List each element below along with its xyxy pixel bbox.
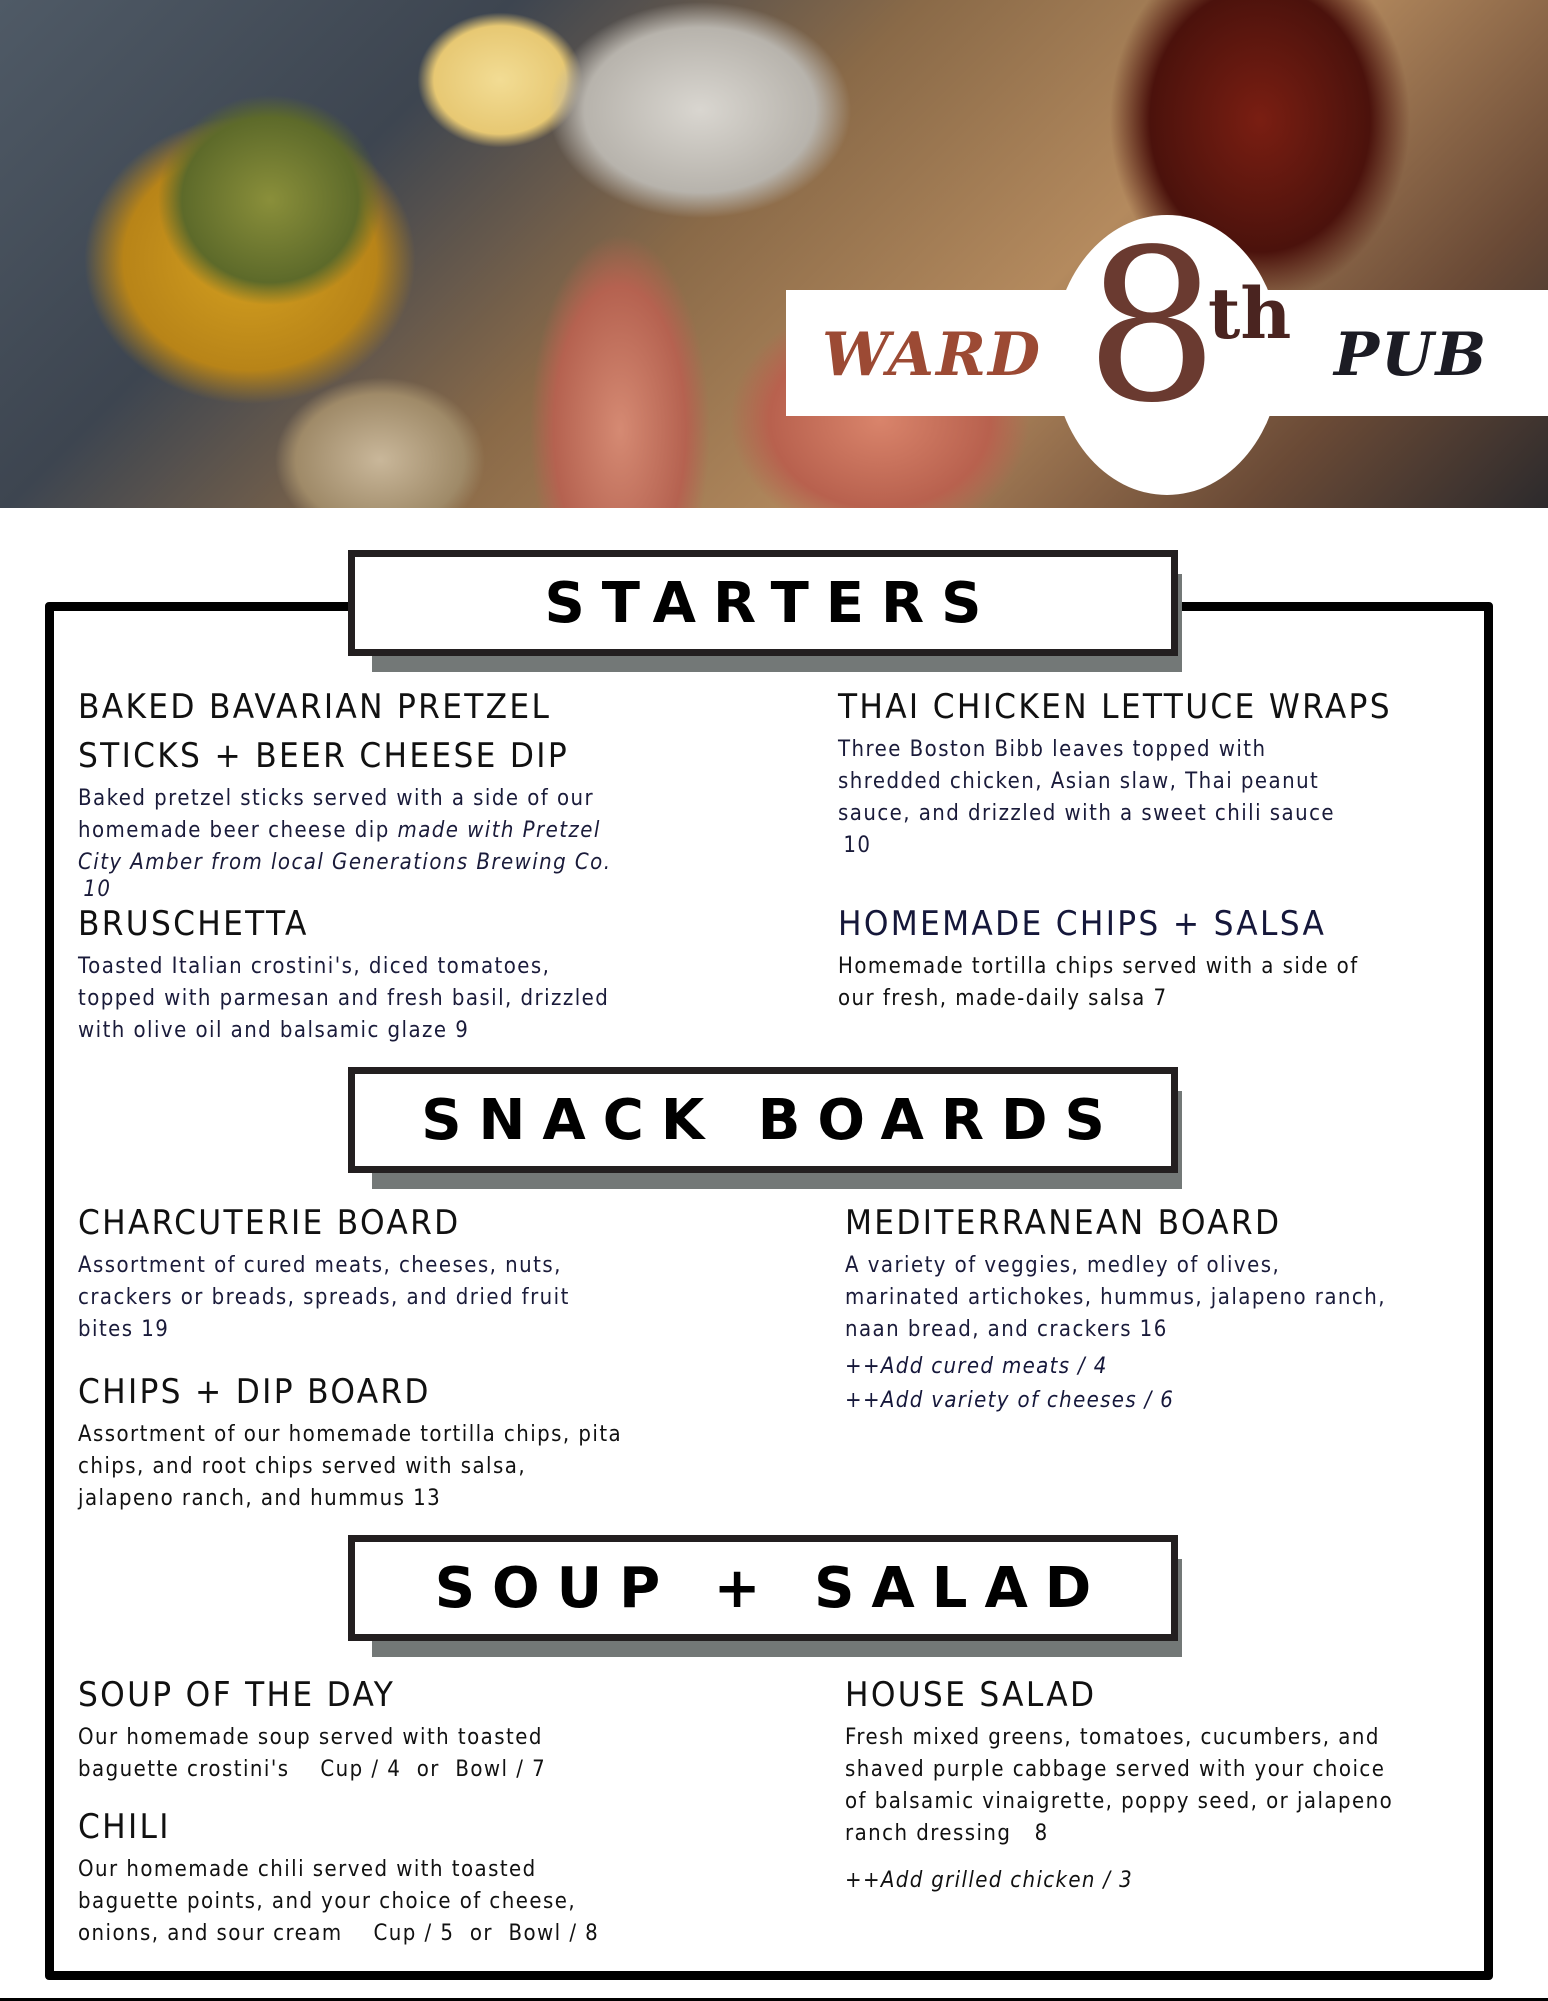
item-description <box>78 1250 708 1346</box>
desc-line: A variety of veggies, medley of olives, <box>845 1253 1281 1278</box>
menu-item-chili <box>78 1803 718 1950</box>
menu-item-soup-of-the-day <box>78 1671 718 1786</box>
desc-line: ranch dressing 8 <box>845 1821 1049 1846</box>
desc-line <box>78 815 708 847</box>
hero-food-photo <box>0 0 1548 508</box>
hero-banner <box>0 0 1548 508</box>
desc-line: naan bread, and crackers 16 <box>845 1317 1168 1342</box>
logo-word-ward: WARD <box>822 320 1042 390</box>
logo-suffix-th: th <box>1208 272 1292 355</box>
desc-line: with olive oil and balsamic glaze 9 <box>78 1018 470 1043</box>
desc-line: baguette points, and your choice of cheese, <box>78 1889 577 1914</box>
desc-line: shredded chicken, Asian slaw, Thai peanut <box>838 769 1320 794</box>
item-name: STICKS + BEER CHEESE DIP <box>78 736 569 776</box>
desc-line: bites 19 <box>78 1317 170 1342</box>
item-name: SOUP OF THE DAY <box>78 1675 396 1715</box>
desc-line: Our homemade soup served with toasted <box>78 1725 543 1750</box>
desc-line: of balsamic vinaigrette, poppy seed, or jalapeno <box>845 1789 1394 1814</box>
item-name: MEDITERRANEAN BOARD <box>845 1203 1282 1243</box>
menu-item-chips-dip-board <box>78 1368 718 1515</box>
item-name: BRUSCHETTA <box>78 904 309 944</box>
desc-line-italic: City Amber from local Generations Brewing Co. <box>78 850 612 875</box>
desc-line: jalapeno ranch, and hummus 13 <box>78 1486 442 1511</box>
desc-line: Three Boston Bibb leaves topped with <box>838 737 1267 762</box>
desc-line: onions, and sour cream Cup / 5 or Bowl / 8 <box>78 1921 600 1946</box>
item-addon: ++Add cured meats / 4 <box>845 1354 1108 1379</box>
desc-line: Homemade tortilla chips served with a side of <box>838 954 1359 979</box>
item-description <box>845 1250 1475 1346</box>
item-description <box>78 1854 708 1950</box>
logo-numeral-eight: 8 <box>1085 204 1219 449</box>
menu-item-thai-chicken-wraps <box>838 683 1478 862</box>
header-box <box>348 1067 1178 1173</box>
item-description <box>78 783 708 901</box>
section-title: SOUP + SALAD <box>434 1555 1109 1621</box>
menu-item-chips-salsa <box>838 900 1478 1015</box>
item-addon: ++Add grilled chicken / 3 <box>845 1868 1134 1893</box>
item-description <box>845 1722 1475 1850</box>
menu-item-charcuterie-board <box>78 1199 718 1346</box>
item-name: HOUSE SALAD <box>845 1675 1097 1715</box>
item-name: CHARCUTERIE BOARD <box>78 1203 461 1243</box>
menu-item-bruschetta <box>78 900 718 1047</box>
desc-line: Fresh mixed greens, tomatoes, cucumbers, and <box>845 1725 1380 1750</box>
desc-line: Baked pretzel sticks served with a side of our <box>78 786 595 811</box>
section-title: STARTERS <box>544 570 999 636</box>
desc-line: Toasted Italian crostini's, diced tomatoes, <box>78 954 551 979</box>
desc-line: crackers or breads, spreads, and dried fruit <box>78 1285 570 1310</box>
item-name: CHILI <box>78 1807 171 1847</box>
logo-word-pub: PUB <box>1334 320 1489 390</box>
desc-line: Assortment of our homemade tortilla chips, pita <box>78 1422 623 1447</box>
desc-line: baguette crostini's Cup / 4 or Bowl / 7 <box>78 1757 547 1782</box>
desc-text-italic: made with Pretzel <box>397 818 601 843</box>
item-name: HOMEMADE CHIPS + SALSA <box>838 904 1327 944</box>
header-box <box>348 1535 1178 1641</box>
menu-item-house-salad <box>845 1671 1485 1898</box>
menu-item-mediterranean-board <box>845 1199 1485 1418</box>
desc-line: chips, and root chips served with salsa, <box>78 1454 527 1479</box>
item-description <box>838 734 1468 862</box>
section-title: SNACK BOARDS <box>421 1087 1122 1153</box>
section-header-snack-boards <box>348 1067 1178 1173</box>
desc-line: Assortment of cured meats, cheeses, nuts, <box>78 1253 562 1278</box>
item-description <box>838 951 1468 1015</box>
desc-line: Our homemade chili served with toasted <box>78 1857 537 1882</box>
item-name: CHIPS + DIP BOARD <box>78 1372 431 1412</box>
desc-line: shaved purple cabbage served with your choice <box>845 1757 1386 1782</box>
item-description <box>78 951 708 1047</box>
section-header-soup-salad <box>348 1535 1178 1641</box>
section-header-starters <box>348 550 1178 656</box>
desc-line: our fresh, made-daily salsa 7 <box>838 986 1168 1011</box>
item-name: THAI CHICKEN LETTUCE WRAPS <box>838 687 1392 727</box>
desc-line: topped with parmesan and fresh basil, drizzled <box>78 986 610 1011</box>
desc-text: homemade beer cheese dip <box>78 818 398 843</box>
desc-line: marinated artichokes, hummus, jalapeno ranch, <box>845 1285 1386 1310</box>
item-name: BAKED BAVARIAN PRETZEL <box>78 687 552 727</box>
header-box <box>348 550 1178 656</box>
item-price: 10 <box>83 877 112 902</box>
item-addon: ++Add variety of cheeses / 6 <box>845 1388 1175 1413</box>
desc-line: sauce, and drizzled with a sweet chili sauce <box>838 801 1336 826</box>
item-price: 10 <box>843 833 872 858</box>
item-description <box>78 1419 708 1515</box>
item-description <box>78 1722 708 1786</box>
menu-item-pretzel-sticks <box>78 683 718 901</box>
